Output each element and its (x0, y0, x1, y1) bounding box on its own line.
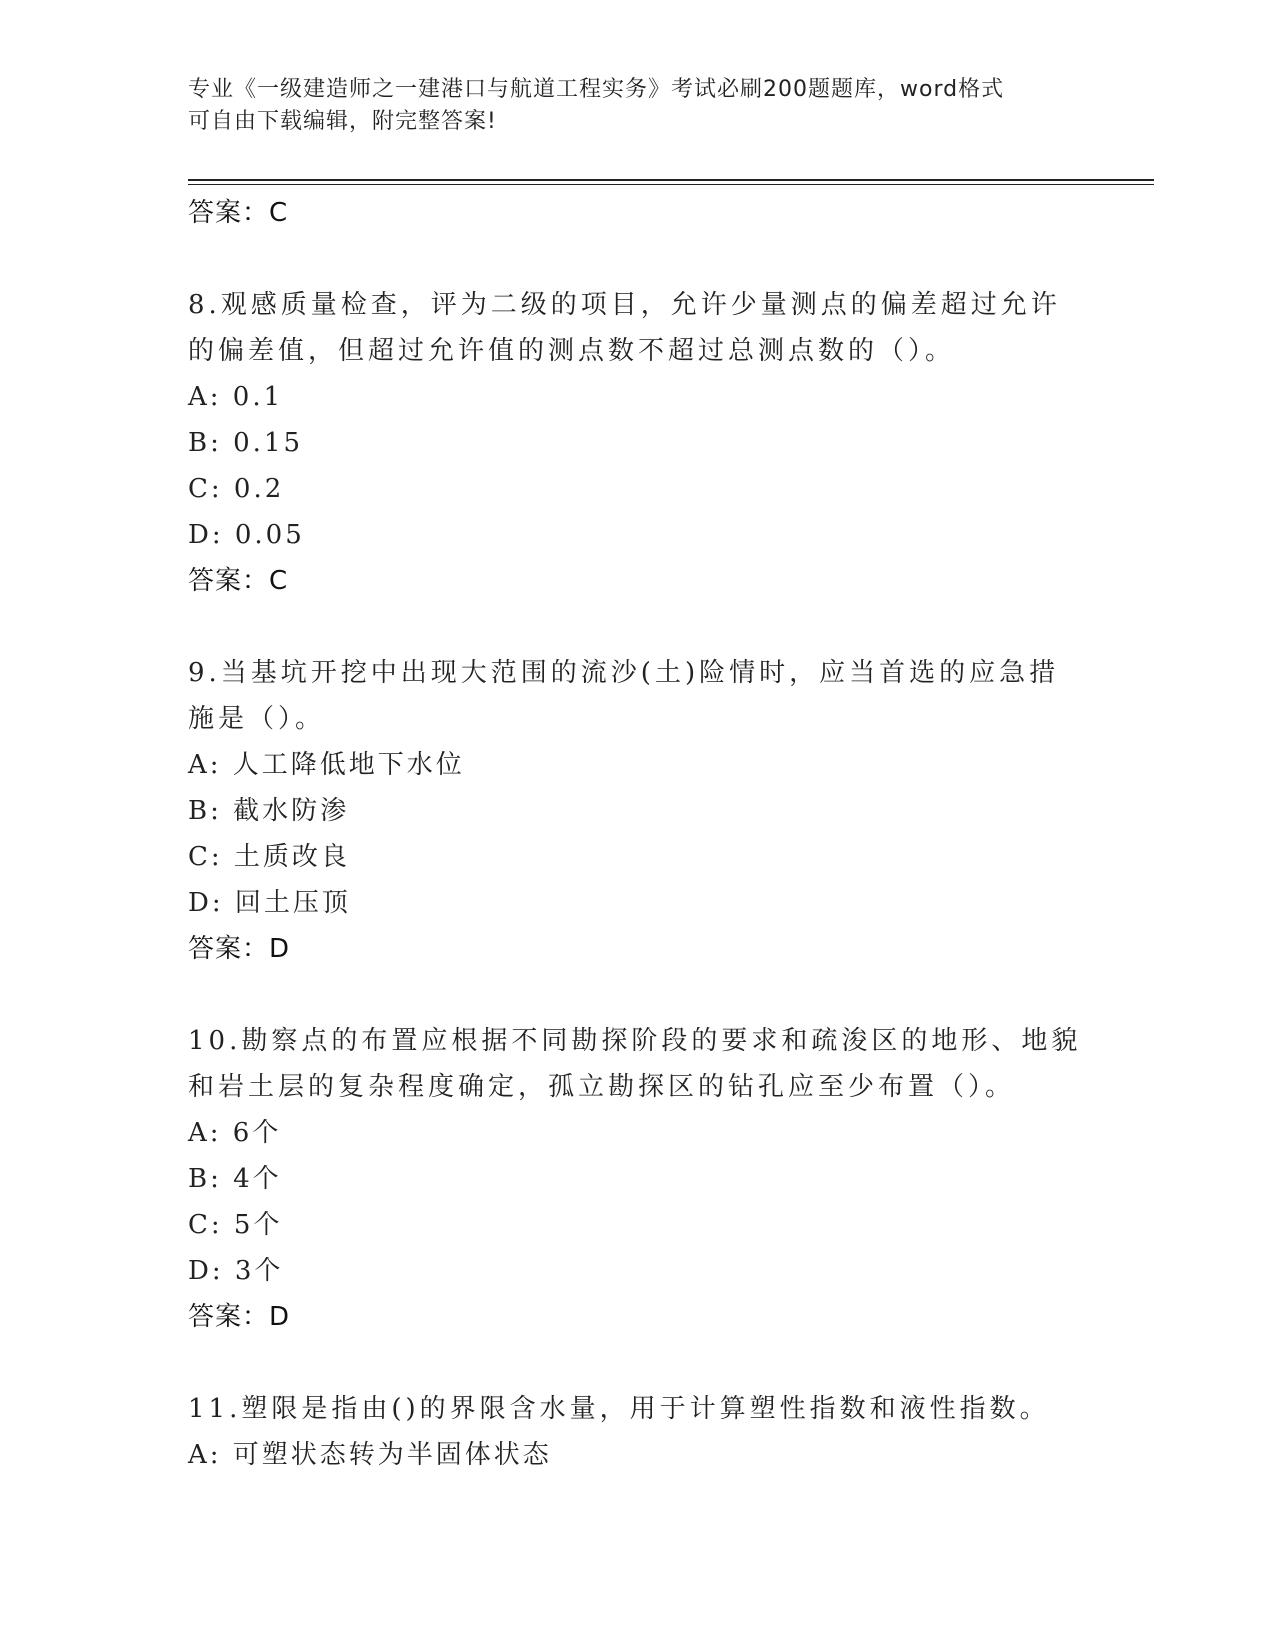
option-a: A: 0.1 (188, 382, 284, 412)
option-a: A: 可塑状态转为半固体状态 (188, 1440, 552, 1470)
question-list (188, 190, 1088, 1478)
question-item (188, 1386, 1088, 1478)
header-divider-thin (188, 184, 1154, 185)
answer-line: 答案：D (188, 1302, 291, 1332)
document-header (188, 74, 1088, 138)
option-d: D: 3个 (188, 1256, 284, 1286)
option-c: C: 土质改良 (188, 842, 350, 872)
option-a: A: 人工降低地下水位 (188, 750, 465, 780)
question-stem: 10.勘察点的布置应根据不同勘探阶段的要求和疏浚区的地形、地貌和岩土层的复杂程度确定，孤立勘探区的钻孔应至少布置（）。 (188, 1026, 1082, 1102)
question-item (188, 282, 1088, 604)
question-stem: 9.当基坑开挖中出现大范围的流沙(土)险情时，应当首选的应急措施是（）。 (188, 658, 1060, 734)
header-divider-thick (188, 179, 1154, 181)
option-a: A: 6个 (188, 1118, 282, 1148)
option-d: D: 0.05 (188, 520, 305, 550)
header-line-2: 可自由下载编辑，附完整答案! (188, 109, 497, 134)
option-c: C: 5个 (188, 1210, 283, 1240)
question-stem: 8.观感质量检查，评为二级的项目，允许少量测点的偏差超过允许的偏差值，但超过允许值的测点数不超过总测点数的（）。 (188, 290, 1061, 366)
question-item (188, 650, 1088, 972)
answer-line: 答案：C (188, 566, 289, 596)
option-b: B: 0.15 (188, 428, 304, 458)
option-b: B: 4个 (188, 1164, 282, 1194)
question-stem: 11.塑限是指由()的界限含水量，用于计算塑性指数和液性指数。 (188, 1394, 1050, 1424)
option-b: B: 截水防渗 (188, 796, 350, 826)
option-d: D: 回土压顶 (188, 888, 351, 918)
header-line-1: 专业《一级建造师之一建港口与航道工程实务》考试必刷200题题库，word格式 (188, 77, 1005, 102)
answer-line: 答案：C (188, 198, 289, 228)
question-item (188, 1018, 1088, 1340)
answer-line: 答案：D (188, 934, 291, 964)
option-c: C: 0.2 (188, 474, 285, 504)
